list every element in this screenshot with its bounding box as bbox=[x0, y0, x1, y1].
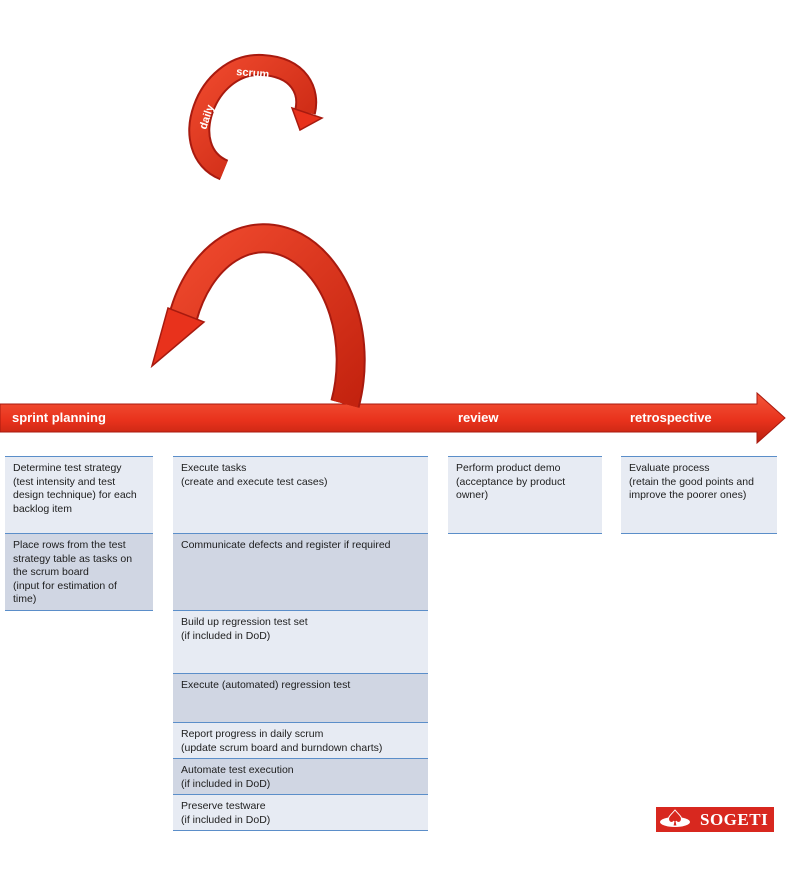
phase-sprint-planning: sprint planning bbox=[12, 410, 106, 425]
logo-text: SOGETI bbox=[700, 809, 769, 829]
sprint-label: sprint bbox=[275, 167, 306, 179]
sogeti-logo bbox=[656, 807, 774, 832]
sprint-task: Preserve testware (if included in DoD) bbox=[173, 795, 428, 831]
planning-tasks-column bbox=[5, 456, 153, 611]
daily-scrum-arrow bbox=[199, 65, 322, 170]
planning-task: Place rows from the test strategy table as tasks on the scrum board (input for estimation of time) bbox=[5, 534, 153, 611]
retrospective-tasks-column bbox=[621, 456, 777, 534]
phase-retrospective: retrospective bbox=[630, 410, 712, 425]
retrospective-task: Evaluate process (retain the good points and improve the poorer ones) bbox=[621, 456, 777, 534]
review-tasks-column bbox=[448, 456, 602, 534]
sprint-cycle-arrow bbox=[152, 238, 351, 404]
sprint-task: Report progress in daily scrum (update scrum board and burndown charts) bbox=[173, 723, 428, 759]
phase-review: review bbox=[458, 410, 499, 425]
sprint-task: Execute tasks (create and execute test cases) bbox=[173, 456, 428, 534]
sprint-task: Build up regression test set (if included in DoD) bbox=[173, 611, 428, 674]
review-task: Perform product demo (acceptance by product owner) bbox=[448, 456, 602, 534]
sprint-task: Execute (automated) regression test bbox=[173, 674, 428, 723]
sprint-task: Automate test execution (if included in DoD) bbox=[173, 759, 428, 795]
planning-task: Determine test strategy (test intensity and test design technique) for each backlog item bbox=[5, 456, 153, 534]
spade-cards-icon bbox=[656, 807, 694, 832]
sprint-task: Communicate defects and register if required bbox=[173, 534, 428, 611]
daily-label: daily bbox=[197, 103, 217, 131]
sprint-tasks-column bbox=[173, 456, 428, 831]
scrum-label: scrum bbox=[235, 66, 270, 81]
